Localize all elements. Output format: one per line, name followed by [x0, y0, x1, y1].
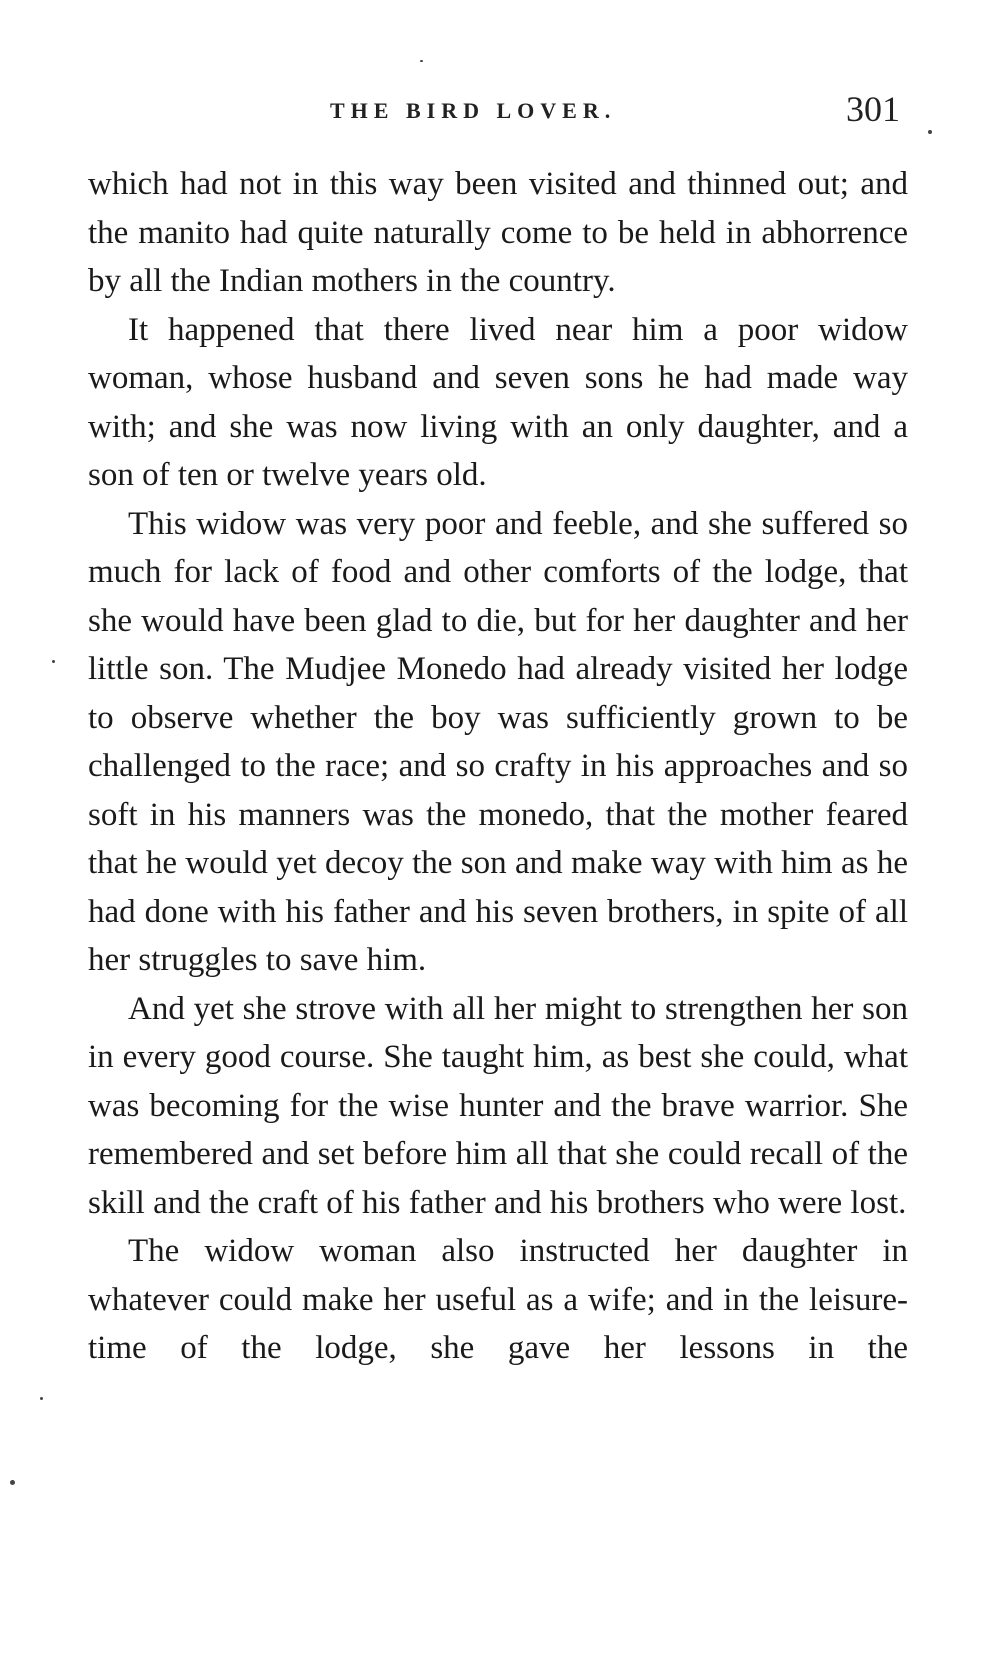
print-speck [52, 660, 55, 663]
page-number: 301 [846, 89, 900, 129]
running-title: THE BIRD LOVER. [330, 98, 617, 123]
paragraph-3: This widow was very poor and feeble, and she suffered so much for lack of food and other comforts of the lodge, that she would have been glad to die, but for her daughter and her little son. The Mudjee Monedo had already visited her lodge to observe whether the boy was sufficiently grown to be challenged to the race; and so crafty in his approaches and so soft in his manners was the monedo, that the mother feared that he would yet decoy the son and make way with him as he had done with his father and his seven brothers, in spite of all her struggles to save him. [88, 505, 908, 978]
paragraph-1: which had not in this way been visited and thinned out; and the manito had quite naturally come to be held in abhorrence by all the Indian mothers in the country. [88, 166, 908, 299]
paragraph-5: The widow woman also instructed her daughter in whatever could make her useful as a wife; and in the leisure-time of the lodge, she gave her lessons in the [88, 1233, 908, 1366]
print-speck [420, 60, 423, 62]
print-speck [928, 130, 932, 134]
running-header [80, 88, 900, 138]
print-speck [40, 1397, 43, 1400]
paragraph-4: And yet she strove with all her might to strengthen her son in every good course. She taught him, as best she could, what was becoming for the wise hunter and the brave warrior. She remembered and set before him all that she could recall of the skill and the craft of his father and his brothers who were lost. [88, 990, 908, 1221]
print-speck [10, 1480, 15, 1485]
paragraph-2: It happened that there lived near him a poor widow woman, whose husband and seven sons he had made way with; and she was now living with an only daughter, and a son of ten or twelve years old. [88, 311, 908, 493]
body-text [88, 160, 908, 1373]
